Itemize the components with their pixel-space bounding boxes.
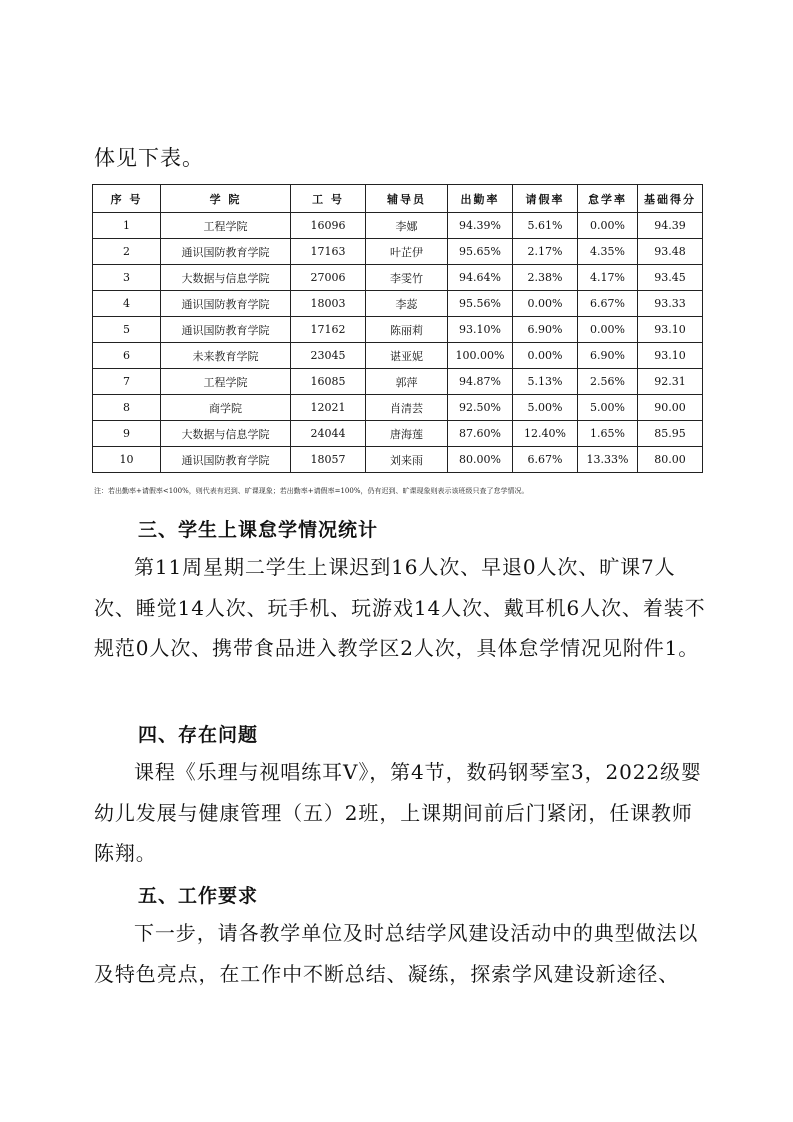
section-heading-4: 四、存在问题 [138,724,259,746]
cell-staff-id: 16085 [291,369,366,395]
cell-college: 大数据与信息学院 [161,421,291,447]
cell-attendance-rate: 95.65% [448,239,513,265]
cell-staff-id: 17162 [291,317,366,343]
cell-attendance-rate: 95.56% [448,291,513,317]
cell-index: 10 [93,447,161,473]
cell-attendance-rate: 100.00% [448,343,513,369]
header-attendance-rate: 出勤率 [448,185,513,213]
section-body-4 [94,752,706,874]
cell-truancy-rate: 6.67% [578,291,638,317]
cell-counselor: 陈丽莉 [366,317,448,343]
cell-leave-rate: 0.00% [513,343,578,369]
cell-attendance-rate: 87.60% [448,421,513,447]
cell-base-score: 93.33 [638,291,703,317]
cell-attendance-rate: 93.10% [448,317,513,343]
cell-leave-rate: 5.00% [513,395,578,421]
cell-staff-id: 16096 [291,213,366,239]
cell-counselor: 郭萍 [366,369,448,395]
table-row [93,369,703,395]
cell-truancy-rate: 1.65% [578,421,638,447]
section-body-5 [94,913,706,994]
cell-college: 商学院 [161,395,291,421]
cell-index: 6 [93,343,161,369]
attendance-table [92,184,703,473]
header-truancy-rate: 怠学率 [578,185,638,213]
cell-truancy-rate: 5.00% [578,395,638,421]
cell-truancy-rate: 0.00% [578,213,638,239]
cell-truancy-rate: 0.00% [578,317,638,343]
cell-truancy-rate: 2.56% [578,369,638,395]
table-row [93,291,703,317]
cell-base-score: 93.45 [638,265,703,291]
cell-index: 2 [93,239,161,265]
cell-leave-rate: 12.40% [513,421,578,447]
cell-leave-rate: 6.90% [513,317,578,343]
table-row [93,395,703,421]
cell-staff-id: 27006 [291,265,366,291]
cell-attendance-rate: 94.87% [448,369,513,395]
table-row [93,421,703,447]
table-header-row [93,185,703,213]
cell-leave-rate: 2.17% [513,239,578,265]
cell-college: 未来教育学院 [161,343,291,369]
cell-truancy-rate: 6.90% [578,343,638,369]
cell-base-score: 93.10 [638,317,703,343]
cell-base-score: 93.10 [638,343,703,369]
cell-college: 大数据与信息学院 [161,265,291,291]
cell-index: 1 [93,213,161,239]
cell-base-score: 80.00 [638,447,703,473]
cell-index: 9 [93,421,161,447]
cell-staff-id: 18003 [291,291,366,317]
cell-base-score: 90.00 [638,395,703,421]
cell-college: 工程学院 [161,213,291,239]
cell-base-score: 85.95 [638,421,703,447]
table-row [93,265,703,291]
cell-attendance-rate: 80.00% [448,447,513,473]
table-row [93,317,703,343]
cell-counselor: 李蕊 [366,291,448,317]
cell-counselor: 刘来雨 [366,447,448,473]
cell-leave-rate: 0.00% [513,291,578,317]
section-paragraph-3: 第11周星期二学生上课迟到16人次、早退0人次、旷课7人次、睡觉14人次、玩手机、玩游戏14人次、戴耳机6人次、着装不规范0人次、携带食品进入教学区2人次，具体怠学情况见附件1。 [94,555,706,660]
cell-counselor: 肖清芸 [366,395,448,421]
section-paragraph-4: 课程《乐理与视唱练耳V》，第4节，数码钢琴室3，2022级婴幼儿发展与健康管理（五）2班，上课期间前后门紧闭，任课教师陈翔。 [94,760,702,865]
cell-truancy-rate: 4.35% [578,239,638,265]
cell-index: 3 [93,265,161,291]
cell-staff-id: 17163 [291,239,366,265]
intro-text: 体见下表。 [94,146,204,170]
header-staff-id: 工 号 [291,185,366,213]
section-body-3 [94,547,706,669]
cell-college: 通识国防教育学院 [161,239,291,265]
cell-base-score: 93.48 [638,239,703,265]
cell-college: 通识国防教育学院 [161,447,291,473]
cell-index: 7 [93,369,161,395]
cell-staff-id: 18057 [291,447,366,473]
section-paragraph-5: 下一步，请各教学单位及时总结学风建设活动中的典型做法以及特色亮点，在工作中不断总结、凝练，探索学风建设新途径、 [94,921,699,986]
cell-attendance-rate: 94.64% [448,265,513,291]
cell-truancy-rate: 13.33% [578,447,638,473]
header-college: 学 院 [161,185,291,213]
cell-leave-rate: 6.67% [513,447,578,473]
cell-college: 通识国防教育学院 [161,291,291,317]
cell-base-score: 92.31 [638,369,703,395]
cell-counselor: 李娜 [366,213,448,239]
cell-college: 通识国防教育学院 [161,317,291,343]
cell-counselor: 叶芷伊 [366,239,448,265]
header-counselor: 辅导员 [366,185,448,213]
cell-counselor: 唐海莲 [366,421,448,447]
cell-attendance-rate: 94.39% [448,213,513,239]
cell-attendance-rate: 92.50% [448,395,513,421]
cell-base-score: 94.39 [638,213,703,239]
cell-staff-id: 23045 [291,343,366,369]
cell-staff-id: 12021 [291,395,366,421]
header-leave-rate: 请假率 [513,185,578,213]
cell-truancy-rate: 4.17% [578,265,638,291]
section-heading-5: 五、工作要求 [138,885,259,907]
header-index: 序 号 [93,185,161,213]
cell-index: 8 [93,395,161,421]
cell-leave-rate: 5.13% [513,369,578,395]
table-row [93,343,703,369]
cell-staff-id: 24044 [291,421,366,447]
table-row [93,213,703,239]
cell-counselor: 李雯竹 [366,265,448,291]
section-heading-3: 三、学生上课怠学情况统计 [138,519,379,541]
cell-index: 5 [93,317,161,343]
table-body [93,213,703,473]
cell-counselor: 谌亚妮 [366,343,448,369]
table-row [93,239,703,265]
header-base-score: 基础得分 [638,185,703,213]
table-row [93,447,703,473]
cell-leave-rate: 5.61% [513,213,578,239]
cell-leave-rate: 2.38% [513,265,578,291]
cell-index: 4 [93,291,161,317]
cell-college: 工程学院 [161,369,291,395]
table-note: 注：若出勤率+请假率<100%，则代表有迟到、旷课现象；若出勤率+请假率=100%，仍有迟到、旷课现象则表示该班级只查了怠学情况。 [94,487,529,495]
